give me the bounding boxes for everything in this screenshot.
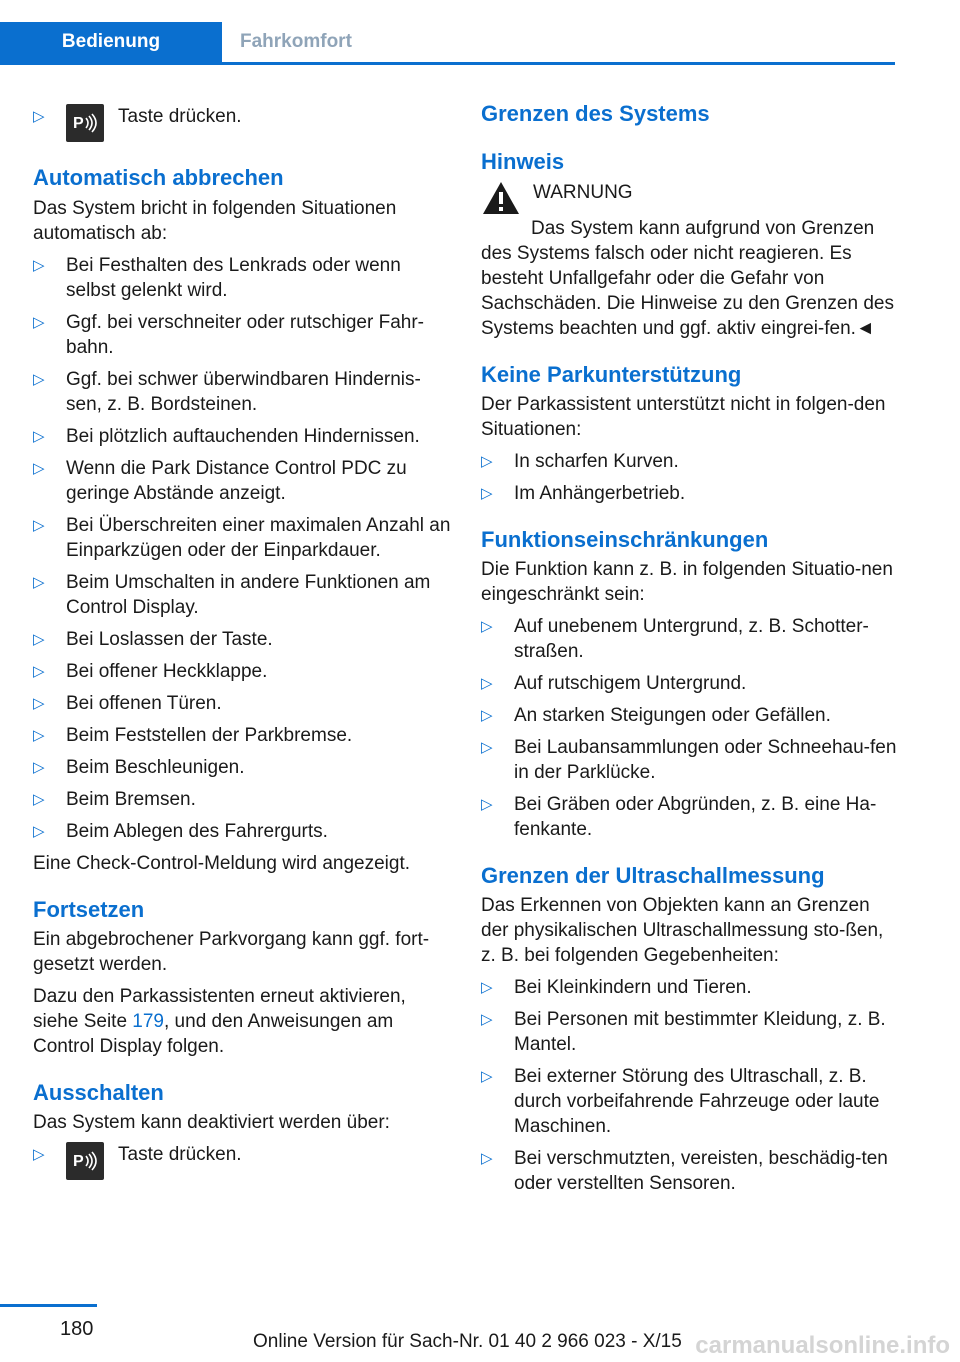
triangle-right-icon: ▷ — [481, 675, 493, 692]
right-column — [481, 100, 901, 1203]
no-support-list — [481, 449, 901, 506]
list-item-text: Bei Überschreiten einer maximalen Anzahl an Einparkzügen oder der Einparkdauer. — [66, 515, 451, 561]
triangle-right-icon: ▷ — [481, 485, 493, 502]
triangle-right-icon: ▷ — [481, 707, 493, 724]
section-title-ultraschall: Grenzen der Ultraschallmessung — [481, 863, 825, 888]
list-item — [481, 1007, 901, 1057]
page-link[interactable]: 179 — [132, 1011, 164, 1032]
list-item-text: Auf unebenem Untergrund, z. B. Schotter‐straßen. — [514, 616, 869, 662]
triangle-right-icon: ▷ — [33, 759, 45, 776]
list-item — [33, 819, 453, 844]
list-item — [481, 614, 901, 664]
triangle-right-icon: ▷ — [481, 739, 493, 756]
list-item-text: Beim Beschleunigen. — [66, 757, 245, 778]
park-assist-key-icon — [66, 1142, 104, 1180]
page-number: 180 — [60, 1318, 94, 1340]
text-fragment: Dazu den Parkassistenten erneut aktivieren, siehe Seite — [33, 986, 406, 1032]
list-item — [481, 671, 901, 696]
triangle-right-icon: ▷ — [33, 257, 45, 274]
list-item — [33, 1142, 453, 1180]
section-title-automatisch-abbrechen: Automatisch abbrechen — [33, 165, 284, 190]
list-item — [33, 513, 453, 563]
list-item — [33, 627, 453, 652]
triangle-right-icon: ▷ — [481, 618, 493, 635]
list-item-text: Auf rutschigem Untergrund. — [514, 673, 747, 694]
section-title-ausschalten: Ausschalten — [33, 1080, 164, 1105]
list-item — [481, 481, 901, 506]
triangle-right-icon: ▷ — [33, 1146, 45, 1163]
text-fragment: , und den Anweisungen am Control Display folgen. — [33, 1011, 394, 1057]
page-number-bar — [0, 1304, 97, 1307]
triangle-right-icon: ▷ — [33, 727, 45, 744]
tab-bedienung[interactable]: Bedienung — [0, 22, 222, 62]
triangle-right-icon: ▷ — [33, 663, 45, 680]
triangle-right-icon: ▷ — [481, 1068, 493, 1085]
triangle-right-icon: ▷ — [481, 453, 493, 470]
section-text: Ein abgebrochener Parkvorgang kann ggf. fort‐gesetzt werden. — [33, 929, 430, 975]
list-item — [33, 456, 453, 506]
list-item-text: Bei Kleinkindern und Tieren. — [514, 977, 752, 998]
list-item-text: Bei Personen mit bestimmter Kleidung, z. B. Mantel. — [514, 1009, 886, 1055]
watermark: carmanualsonline.info — [695, 1332, 950, 1359]
left-column — [33, 100, 453, 1187]
section-text: Das System bricht in folgenden Situationen automatisch ab: — [33, 198, 397, 244]
triangle-right-icon: ▷ — [481, 1011, 493, 1028]
list-item-text: Bei Gräben oder Abgründen, z. B. eine Ha‐fenkante. — [514, 794, 877, 840]
intro-list — [33, 104, 453, 142]
list-item-text: In scharfen Kurven. — [514, 451, 679, 472]
list-item — [481, 1146, 901, 1196]
triangle-right-icon: ▷ — [33, 428, 45, 445]
list-item-text: Beim Ablegen des Fahrergurts. — [66, 821, 328, 842]
list-item — [481, 792, 901, 842]
list-item-text: Im Anhängerbetrieb. — [514, 483, 686, 504]
warning-text: Das System kann aufgrund von Grenzen des Systems falsch oder nicht reagieren. Es besteht Unfallgefahr oder die Gefahr von Sachschäden. Die Hinweise zu den Grenzen des Systems beachten und ggf. aktiv eingrei‐fen.◄ — [481, 218, 894, 339]
list-item — [33, 691, 453, 716]
list-item — [33, 310, 453, 360]
list-item — [33, 723, 453, 748]
park-assist-key-icon — [66, 104, 104, 142]
header-tabbar — [0, 22, 895, 65]
list-item-text: Bei Loslassen der Taste. — [66, 629, 273, 650]
section-text: Der Parkassistent unterstützt nicht in folgen‐den Situationen: — [481, 394, 886, 440]
list-item-text: Bei externer Störung des Ultraschall, z. B. durch vorbeifahrende Fahrzeuge oder laute Maschinen. — [514, 1066, 880, 1137]
warning-label: WARNUNG — [533, 182, 633, 203]
list-item — [481, 449, 901, 474]
triangle-right-icon: ▷ — [481, 1150, 493, 1167]
tab-fahrkomfort[interactable]: Fahrkomfort — [240, 31, 352, 52]
triangle-right-icon: ▷ — [33, 314, 45, 331]
list-item — [33, 424, 453, 449]
list-item-text: Bei verschmutzten, vereisten, beschädig‐ten oder verstellten Sensoren. — [514, 1148, 888, 1194]
warning-block — [481, 178, 901, 221]
svg-text:P: P — [73, 115, 84, 132]
triangle-right-icon: ▷ — [33, 791, 45, 808]
list-item-text: Beim Bremsen. — [66, 789, 196, 810]
list-item — [33, 104, 453, 142]
list-item-text: Bei Festhalten des Lenkrads oder wenn selbst gelenkt wird. — [66, 255, 401, 301]
list-item-text: Taste drücken. — [118, 106, 242, 127]
section-title-grenzen: Grenzen des Systems — [481, 101, 710, 126]
list-item — [481, 1064, 901, 1139]
triangle-right-icon: ▷ — [33, 460, 45, 477]
triangle-right-icon: ▷ — [33, 631, 45, 648]
section-title-funktionseinschraenkungen: Funktionseinschränkungen — [481, 527, 769, 552]
abort-situations-list — [33, 253, 453, 844]
triangle-right-icon: ▷ — [33, 517, 45, 534]
section-text: Das Erkennen von Objekten kann an Grenzen der physikalischen Ultraschallmessung sto‐ßen, z. B. bei folgenden Gegebenheiten: — [481, 895, 884, 966]
section-text — [33, 984, 453, 1059]
switch-off-list — [33, 1142, 453, 1180]
section-text: Das System kann deaktiviert werden über: — [33, 1112, 390, 1133]
list-item-text: Wenn die Park Distance Control PDC zu geringe Abstände anzeigt. — [66, 458, 407, 504]
list-item-text: Taste drücken. — [118, 1144, 242, 1165]
warning-triangle-icon — [481, 180, 521, 221]
list-item — [33, 659, 453, 684]
online-version-footer: Online Version für Sach-Nr. 01 40 2 966 023 - X/15 — [253, 1331, 682, 1352]
hint-title: Hinweis — [481, 149, 565, 174]
list-item — [33, 755, 453, 780]
ultrasound-limits-list — [481, 975, 901, 1196]
list-item-text: An starken Steigungen oder Gefällen. — [514, 705, 831, 726]
triangle-right-icon: ▷ — [33, 574, 45, 591]
triangle-right-icon: ▷ — [33, 108, 45, 125]
list-item-text: Bei plötzlich auftauchenden Hindernissen. — [66, 426, 420, 447]
check-control-note: Eine Check-Control-Meldung wird angezeigt. — [33, 853, 411, 874]
list-item — [481, 735, 901, 785]
list-item-text: Ggf. bei schwer überwindbaren Hindernis‐sen, z. B. Bordsteinen. — [66, 369, 421, 415]
list-item — [481, 703, 901, 728]
list-item — [33, 367, 453, 417]
section-text: Die Funktion kann z. B. in folgenden Situatio‐nen eingeschränkt sein: — [481, 559, 893, 605]
triangle-right-icon: ▷ — [33, 695, 45, 712]
triangle-right-icon: ▷ — [33, 823, 45, 840]
restrictions-list — [481, 614, 901, 842]
triangle-right-icon: ▷ — [33, 371, 45, 388]
list-item-text: Beim Feststellen der Parkbremse. — [66, 725, 353, 746]
triangle-right-icon: ▷ — [481, 979, 493, 996]
section-title-keine-parkunterstuetzung: Keine Parkunterstützung — [481, 362, 742, 387]
triangle-right-icon: ▷ — [481, 796, 493, 813]
list-item-text: Bei Laubansammlungen oder Schneehau‐fen in der Parklücke. — [514, 737, 897, 783]
list-item-text: Bei offenen Türen. — [66, 693, 222, 714]
list-item — [33, 787, 453, 812]
list-item-text: Bei offener Heckklappe. — [66, 661, 268, 682]
list-item — [33, 570, 453, 620]
list-item — [481, 975, 901, 1000]
list-item-text: Beim Umschalten in andere Funktionen am Control Display. — [66, 572, 431, 618]
list-item — [33, 253, 453, 303]
svg-text:P: P — [73, 1153, 84, 1170]
section-title-fortsetzen: Fortsetzen — [33, 897, 145, 922]
list-item-text: Ggf. bei verschneiter oder rutschiger Fahr‐bahn. — [66, 312, 424, 358]
